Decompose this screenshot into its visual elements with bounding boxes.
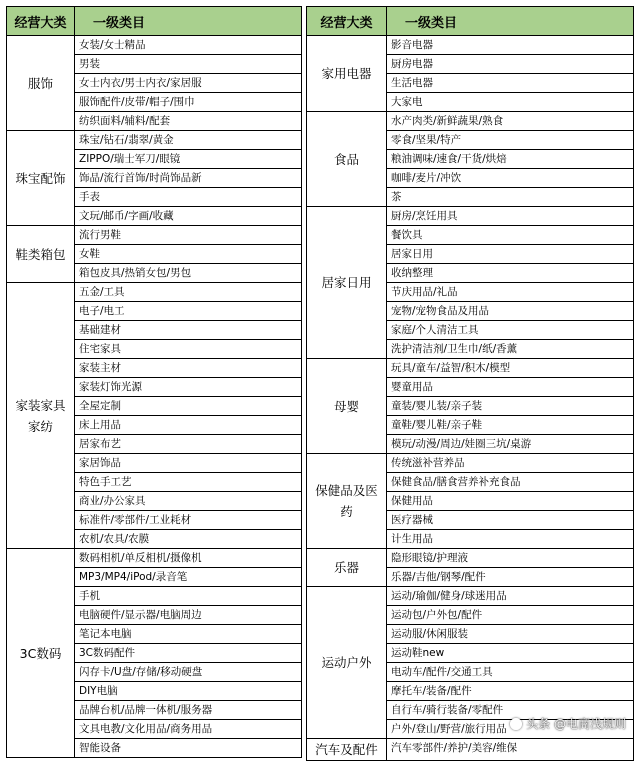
category-group (307, 112, 633, 207)
primary-category-item: 住宅家具 (75, 340, 301, 359)
business-category-name: 食品 (307, 112, 387, 206)
primary-category-item: 服饰配件/皮带/帽子/围巾 (75, 93, 301, 112)
primary-category-item: 家庭/个人清洁工具 (387, 321, 633, 340)
primary-category-item: 乐器/吉他/钢琴/配件 (391, 571, 486, 583)
primary-category-list (387, 207, 633, 358)
primary-category-item: 汽车零部件/养护/美容/维保 (391, 742, 518, 754)
primary-category-item: 厨房/烹饪用具 (387, 207, 633, 226)
primary-category-list (387, 112, 633, 206)
category-group (307, 359, 633, 454)
primary-category-list (75, 283, 301, 548)
primary-category-list (75, 131, 301, 225)
primary-category-list (75, 36, 301, 130)
primary-category-item: 咖啡/麦片/冲饮 (387, 169, 633, 188)
primary-category-item: 运动鞋new (387, 644, 633, 663)
primary-category-item: 家居饰品 (75, 454, 301, 473)
primary-category-item: 闪存卡/U盘/存储/移动硬盘 (75, 663, 301, 682)
primary-category-item: 电子/电工 (75, 302, 301, 321)
primary-category-item: 茶 (391, 191, 402, 203)
header-business-category: 经营大类 (307, 7, 387, 35)
primary-category-item: 商业/办公家具 (75, 492, 301, 511)
primary-category-item: 生活电器 (387, 74, 633, 93)
primary-category-item: 保健用品 (387, 492, 633, 511)
primary-category-item: 户外/登山/野营/旅行用品 (391, 723, 507, 735)
primary-category-item: 手机 (75, 587, 301, 606)
primary-category-item: 居家日用 (387, 245, 633, 264)
primary-category-item: 餐饮具 (387, 226, 633, 245)
primary-category-list (387, 36, 633, 111)
header-primary-category: 一级类目 (405, 15, 458, 31)
primary-category-item: 童鞋/婴儿鞋/亲子鞋 (387, 416, 633, 435)
table-body (307, 36, 633, 760)
primary-category-item: 运动服/休闲服装 (387, 625, 633, 644)
primary-category-item: 隐形眼镜/护理液 (387, 549, 633, 568)
primary-category-item: 流行男鞋 (75, 226, 301, 245)
business-category-name: 居家日用 (307, 207, 387, 358)
primary-category-item: 五金/工具 (75, 283, 301, 302)
watermark-text: 头条 @电商浅规则 (526, 717, 626, 731)
primary-category-item: 全屋定制 (75, 397, 301, 416)
primary-category-item: 收纳整理 (387, 264, 633, 283)
category-group (7, 283, 301, 549)
table-body (7, 36, 301, 757)
primary-category-item: 女士内衣/男士内衣/家居服 (75, 74, 301, 93)
primary-category-item: 数码相机/单反相机/摄像机 (75, 549, 301, 568)
primary-category-item: 家装灯饰光源 (75, 378, 301, 397)
category-group (7, 549, 301, 757)
primary-category-item: 电脑硬件/显示器/电脑周边 (75, 606, 301, 625)
primary-category-item: 智能设备 (79, 742, 121, 754)
primary-category-item: 女装/女士精品 (75, 36, 301, 55)
header-primary-category: 一级类目 (93, 15, 146, 31)
primary-category-item: 运动包/户外包/配件 (387, 606, 633, 625)
primary-category-item: 自行车/骑行装备/零配件 (387, 701, 633, 720)
primary-category-item: 婴童用品 (387, 378, 633, 397)
primary-category-item: 模玩/动漫/周边/娃圈三坑/桌游 (391, 438, 532, 450)
primary-category-item: 品牌台机/品牌一体机/服务器 (75, 701, 301, 720)
primary-category-item: 影音电器 (387, 36, 633, 55)
category-group (307, 454, 633, 549)
table-header (7, 7, 301, 36)
business-category-name: 保健品及医药 (307, 454, 387, 548)
business-category-name: 乐器 (307, 549, 387, 586)
primary-category-list (387, 549, 633, 586)
primary-category-item: 粮油调味/速食/干货/烘焙 (387, 150, 633, 169)
primary-category-item: 摩托车/装备/配件 (387, 682, 633, 701)
primary-category-item: 纺织面料/辅料/配套 (79, 115, 171, 127)
primary-category-item: 笔记本电脑 (75, 625, 301, 644)
business-category-name: 运动户外 (307, 587, 387, 738)
primary-category-item: 女鞋 (75, 245, 301, 264)
primary-category-item: 运动/瑜伽/健身/球迷用品 (387, 587, 633, 606)
business-category-name: 汽车及配件 (307, 739, 387, 760)
business-category-name: 服饰 (7, 36, 75, 130)
primary-category-item: 珠宝/钻石/翡翠/黄金 (75, 131, 301, 150)
category-group (7, 36, 301, 131)
primary-category-item: 宠物/宠物食品及用品 (387, 302, 633, 321)
business-category-name: 母婴 (307, 359, 387, 453)
primary-category-item: 医疗器械 (387, 511, 633, 530)
primary-category-item: 大家电 (391, 96, 423, 108)
primary-category-item: DIY电脑 (75, 682, 301, 701)
business-category-name: 3C数码 (7, 549, 75, 757)
category-group (307, 36, 633, 112)
category-group (307, 549, 633, 587)
primary-category-item: 文玩/邮币/字画/收藏 (79, 210, 174, 222)
primary-category-item: 基础建材 (75, 321, 301, 340)
primary-category-list (387, 359, 633, 453)
primary-category-item: 洗护清洁剂/卫生巾/纸/香薰 (391, 343, 518, 355)
primary-category-list (75, 549, 301, 757)
primary-category-item: 厨房电器 (387, 55, 633, 74)
primary-category-item: 童装/婴儿装/亲子装 (387, 397, 633, 416)
primary-category-item: 保健食品/膳食营养补充食品 (387, 473, 633, 492)
primary-category-item: 电动车/配件/交通工具 (387, 663, 633, 682)
primary-category-item: 标准件/零部件/工业耗材 (75, 511, 301, 530)
primary-category-item: ZIPPO/瑞士军刀/眼镜 (75, 150, 301, 169)
category-group (7, 226, 301, 283)
primary-category-list (75, 226, 301, 282)
primary-category-item: 家装主材 (75, 359, 301, 378)
primary-category-item: 传统滋补营养品 (387, 454, 633, 473)
primary-category-item: 计生用品 (391, 533, 433, 545)
primary-category-item: 床上用品 (75, 416, 301, 435)
business-category-name: 家用电器 (307, 36, 387, 111)
primary-category-item: 节庆用品/礼品 (387, 283, 633, 302)
primary-category-item: 3C数码配件 (75, 644, 301, 663)
business-category-name: 鞋类箱包 (7, 226, 75, 282)
primary-category-item: 居家布艺 (75, 435, 301, 454)
business-category-name: 家装家具家纺 (7, 283, 75, 548)
primary-category-list (387, 739, 633, 760)
primary-category-list (387, 454, 633, 548)
primary-category-item: 文具电教/文化用品/商务用品 (75, 720, 301, 739)
category-table-right (306, 6, 634, 761)
primary-category-item: 玩具/童车/益智/积木/模型 (387, 359, 633, 378)
header-business-category: 经营大类 (7, 7, 75, 35)
category-group (307, 207, 633, 359)
primary-category-item: 饰品/流行首饰/时尚饰品新 (75, 169, 301, 188)
watermark (510, 715, 626, 732)
category-group (307, 739, 633, 760)
category-table-left (6, 6, 302, 758)
primary-category-item: 男装 (75, 55, 301, 74)
toutiao-logo-icon (510, 718, 522, 730)
primary-category-item: 零食/坚果/特产 (387, 131, 633, 150)
table-header (307, 7, 633, 36)
primary-category-item: 手表 (75, 188, 301, 207)
primary-category-item: 农机/农具/农膜 (79, 533, 150, 545)
primary-category-item: MP3/MP4/iPod/录音笔 (75, 568, 301, 587)
business-category-name: 珠宝配饰 (7, 131, 75, 225)
primary-category-item: 特色手工艺 (75, 473, 301, 492)
primary-category-item: 水产肉类/新鲜蔬果/熟食 (387, 112, 633, 131)
primary-category-item: 箱包皮具/热销女包/男包 (79, 267, 192, 279)
category-group (7, 131, 301, 226)
